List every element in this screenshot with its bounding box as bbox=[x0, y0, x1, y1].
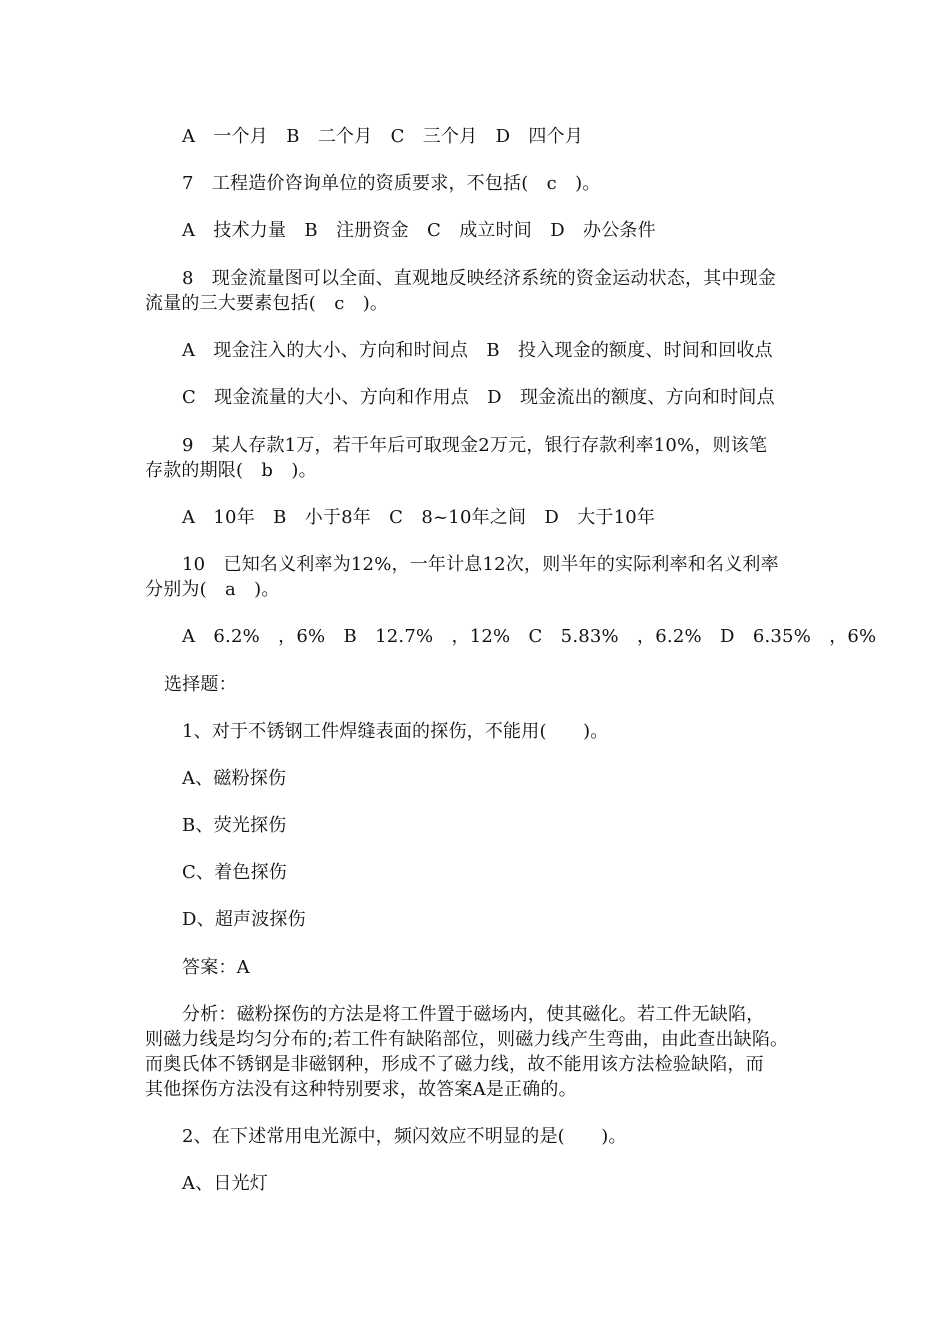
mc1-analysis-line1: 分析：磁粉探伤的方法是将工件置于磁场内，使其磁化。若工件无缺陷， bbox=[182, 1004, 765, 1025]
mc2-option-a: A、日光灯 bbox=[182, 1173, 268, 1194]
mc1-option-b: B、荧光探伤 bbox=[182, 815, 287, 836]
mc1-analysis-line2: 则磁力线是均匀分布的;若工件有缺陷部位，则磁力线产生弯曲，由此查出缺陷。 bbox=[145, 1029, 789, 1050]
mc1-analysis-line3: 而奥氏体不锈钢是非磁钢种，形成不了磁力线，故不能用该方法检验缺陷，而 bbox=[145, 1054, 764, 1075]
q9-question-line1: 9 某人存款1万，若干年后可取现金2万元，银行存款利率10%，则该笔 bbox=[182, 435, 768, 456]
q8-options-cd: C 现金流量的大小、方向和作用点 D 现金流出的额度、方向和时间点 bbox=[182, 387, 775, 408]
mc1-analysis-line4: 其他探伤方法没有这种特别要求，故答案A是正确的。 bbox=[145, 1079, 577, 1100]
q7-options: A 技术力量 B 注册资金 C 成立时间 D 办公条件 bbox=[182, 220, 656, 241]
q8-options-ab: A 现金注入的大小、方向和时间点 B 投入现金的额度、时间和回收点 bbox=[182, 340, 773, 361]
q10-options: A 6.2% ，6% B 12.7% ，12% C 5.83% ，6.2% D 6.35% ，6% bbox=[182, 626, 877, 647]
q6-options: A 一个月 B 二个月 C 三个月 D 四个月 bbox=[182, 126, 584, 147]
q9-options: A 10年 B 小于8年 C 8~10年之间 D 大于10年 bbox=[182, 507, 656, 528]
mc1-answer: 答案：A bbox=[182, 957, 250, 978]
q7-question: 7 工程造价咨询单位的资质要求，不包括( c )。 bbox=[182, 173, 601, 194]
mc1-option-c: C、着色探伤 bbox=[182, 862, 287, 883]
mc1-question: 1、对于不锈钢工件焊缝表面的探伤，不能用( )。 bbox=[182, 721, 609, 742]
q10-question-line2: 分别为( a )。 bbox=[145, 579, 280, 600]
section-heading: 选择题： bbox=[164, 674, 237, 695]
q10-question-line1: 10 已知名义利率为12%，一年计息12次，则半年的实际利率和名义利率 bbox=[182, 554, 779, 575]
q8-question-line1: 8 现金流量图可以全面、直观地反映经济系统的资金运动状态，其中现金 bbox=[182, 268, 777, 289]
q8-question-line2: 流量的三大要素包括( c )。 bbox=[145, 293, 389, 314]
mc1-option-d: D、超声波探伤 bbox=[182, 909, 306, 930]
mc1-option-a: A、磁粉探伤 bbox=[182, 768, 287, 789]
q9-question-line2: 存款的期限( b )。 bbox=[145, 460, 317, 481]
mc2-question: 2、在下述常用电光源中，频闪效应不明显的是( )。 bbox=[182, 1126, 627, 1147]
